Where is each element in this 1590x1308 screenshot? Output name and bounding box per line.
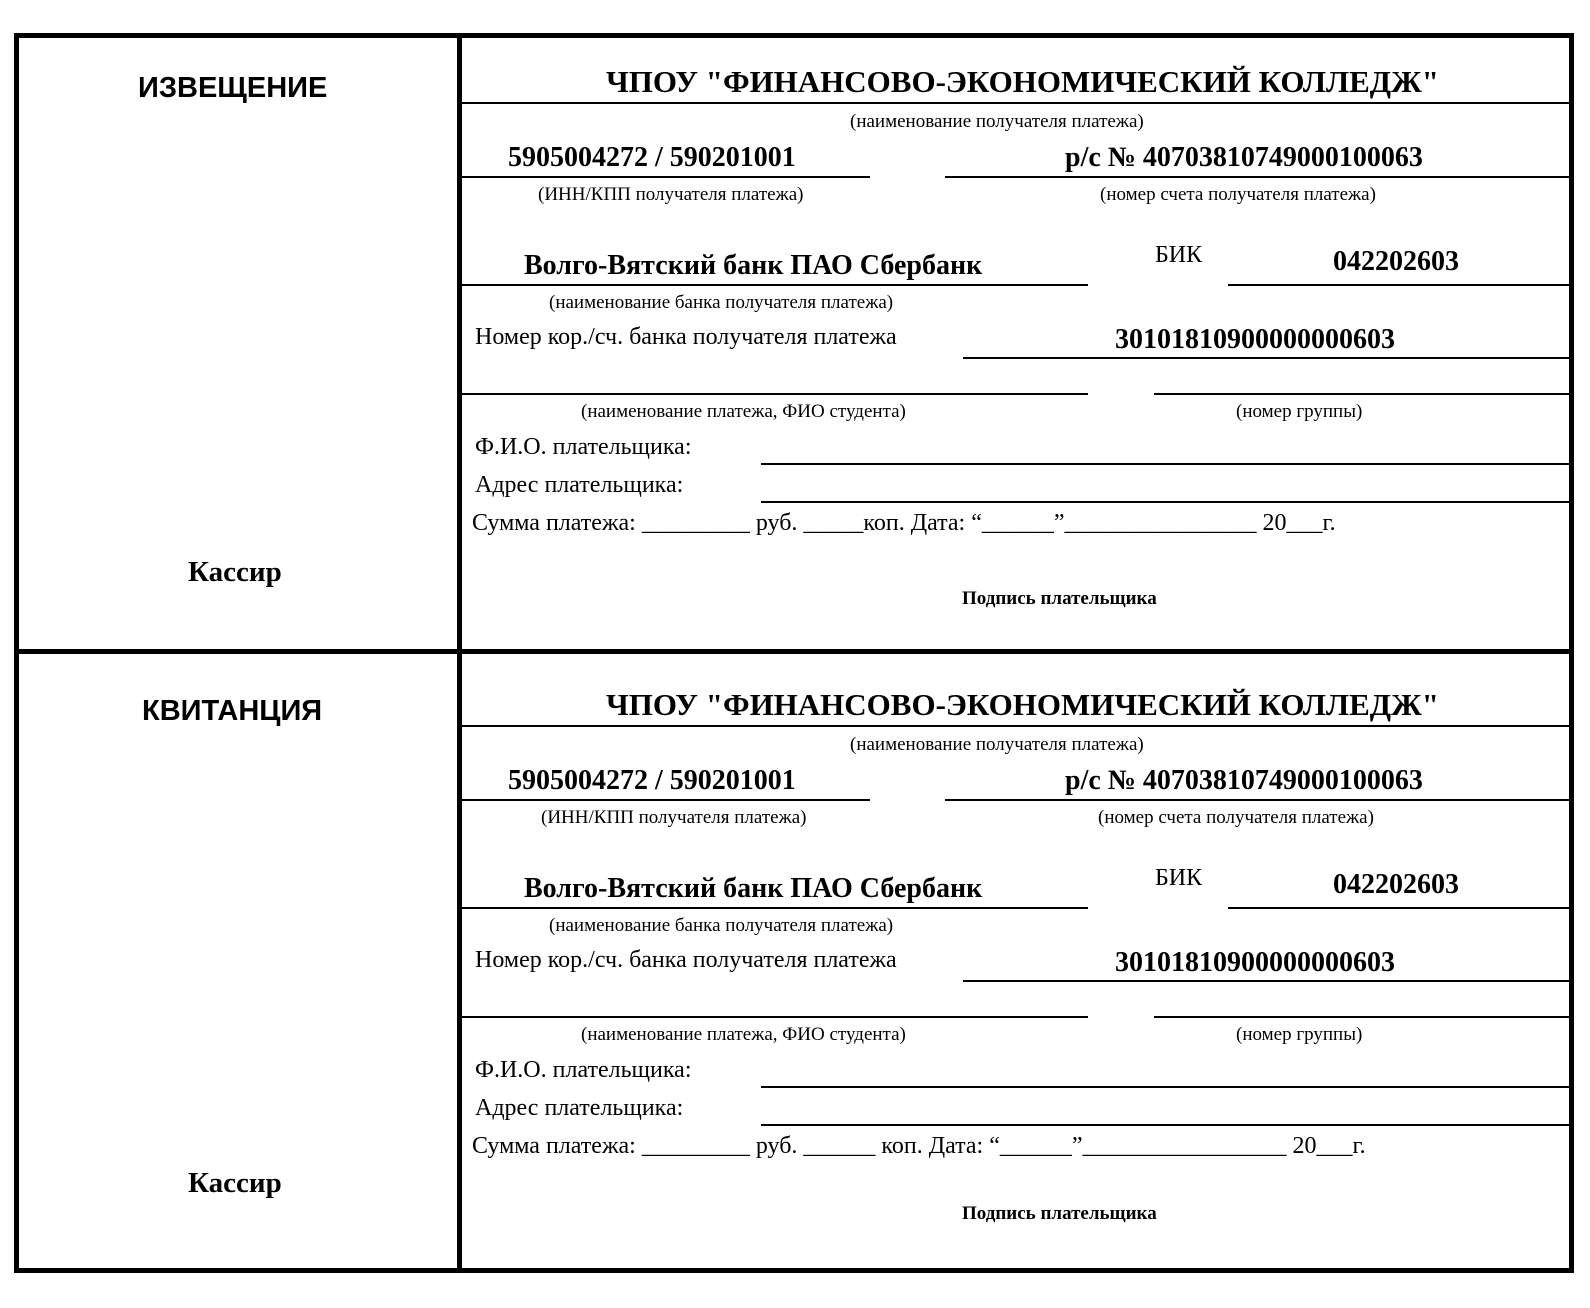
notice-section bbox=[0, 0, 1590, 620]
bik-value: 042202603 bbox=[1333, 869, 1459, 900]
recipient-line bbox=[462, 102, 1569, 104]
cor-account-value: 30101810900000000603 bbox=[1115, 324, 1395, 355]
payer-signature-label: Подпись плательщика bbox=[962, 1203, 1157, 1224]
account-caption: (номер счета получателя платежа) bbox=[1098, 807, 1374, 828]
payer-address-line[interactable] bbox=[761, 1124, 1569, 1126]
recipient-caption: (наименование получателя платежа) bbox=[850, 734, 1144, 755]
cor-account-value: 30101810900000000603 bbox=[1115, 947, 1395, 978]
group-line bbox=[1154, 1016, 1569, 1018]
account-caption: (номер счета получателя платежа) bbox=[1100, 184, 1376, 205]
cor-account-line bbox=[963, 357, 1569, 359]
payment-sum-line: Сумма платежа: _________ руб. _____коп. Дата: “______”________________ 20___г. bbox=[472, 510, 1336, 536]
bik-line bbox=[1228, 907, 1569, 909]
recipient-name: ЧПОУ "ФИНАНСОВО-ЭКОНОМИЧЕСКИЙ КОЛЛЕДЖ" bbox=[606, 687, 1439, 722]
payer-name-line[interactable] bbox=[761, 463, 1569, 465]
section-title: ИЗВЕЩЕНИЕ bbox=[138, 72, 328, 104]
inn-kpp-caption: (ИНН/КПП получателя платежа) bbox=[541, 807, 807, 828]
cashier-label: Кассир bbox=[188, 556, 282, 588]
purpose-caption: (наименование платежа, ФИО студента) bbox=[581, 1024, 906, 1045]
bank-line bbox=[462, 907, 1088, 909]
receipt-section bbox=[0, 623, 1590, 1243]
bank-line bbox=[462, 284, 1088, 286]
payment-sum-line: Сумма платежа: _________ руб. ______ коп. Дата: “______”_________________ 20___г. bbox=[472, 1133, 1366, 1159]
bik-label: БИК bbox=[1155, 242, 1203, 268]
payer-signature-label: Подпись плательщика bbox=[962, 588, 1157, 609]
payer-address-label: Адрес плательщика: bbox=[475, 472, 684, 498]
payer-address-line[interactable] bbox=[761, 501, 1569, 503]
account-line bbox=[945, 799, 1569, 801]
group-caption: (номер группы) bbox=[1236, 401, 1363, 422]
recipient-caption: (наименование получателя платежа) bbox=[850, 111, 1144, 132]
account-value: р/с № 40703810749000100063 bbox=[1065, 765, 1423, 796]
account-value: р/с № 40703810749000100063 bbox=[1065, 142, 1423, 173]
payer-address-label: Адрес плательщика: bbox=[475, 1095, 684, 1121]
bik-label: БИК bbox=[1155, 865, 1203, 891]
inn-kpp-value: 5905004272 / 590201001 bbox=[508, 765, 796, 796]
bank-name: Волго-Вятский банк ПАО Сбербанк bbox=[524, 250, 983, 281]
bank-caption: (наименование банка получателя платежа) bbox=[549, 915, 894, 936]
group-line bbox=[1154, 393, 1569, 395]
inn-kpp-line bbox=[462, 176, 870, 178]
payer-name-label: Ф.И.О. плательщика: bbox=[475, 1057, 692, 1083]
payer-name-label: Ф.И.О. плательщика: bbox=[475, 434, 692, 460]
purpose-caption: (наименование платежа, ФИО студента) bbox=[581, 401, 906, 422]
bank-caption: (наименование банка получателя платежа) bbox=[549, 292, 894, 313]
purpose-line bbox=[462, 393, 1088, 395]
inn-kpp-caption: (ИНН/КПП получателя платежа) bbox=[538, 184, 804, 205]
cor-account-label: Номер кор./сч. банка получателя платежа bbox=[475, 947, 897, 973]
bik-value: 042202603 bbox=[1333, 246, 1459, 277]
payer-name-line[interactable] bbox=[761, 1086, 1569, 1088]
inn-kpp-value: 5905004272 / 590201001 bbox=[508, 142, 796, 173]
bik-line bbox=[1228, 284, 1569, 286]
account-line bbox=[945, 176, 1569, 178]
bank-name: Волго-Вятский банк ПАО Сбербанк bbox=[524, 873, 983, 904]
section-title: КВИТАНЦИЯ bbox=[142, 695, 323, 727]
group-caption: (номер группы) bbox=[1236, 1024, 1363, 1045]
cor-account-label: Номер кор./сч. банка получателя платежа bbox=[475, 324, 897, 350]
purpose-line bbox=[462, 1016, 1088, 1018]
recipient-line bbox=[462, 725, 1569, 727]
recipient-name: ЧПОУ "ФИНАНСОВО-ЭКОНОМИЧЕСКИЙ КОЛЛЕДЖ" bbox=[606, 64, 1439, 99]
cor-account-line bbox=[963, 980, 1569, 982]
inn-kpp-line bbox=[462, 799, 870, 801]
cashier-label: Кассир bbox=[188, 1167, 282, 1199]
